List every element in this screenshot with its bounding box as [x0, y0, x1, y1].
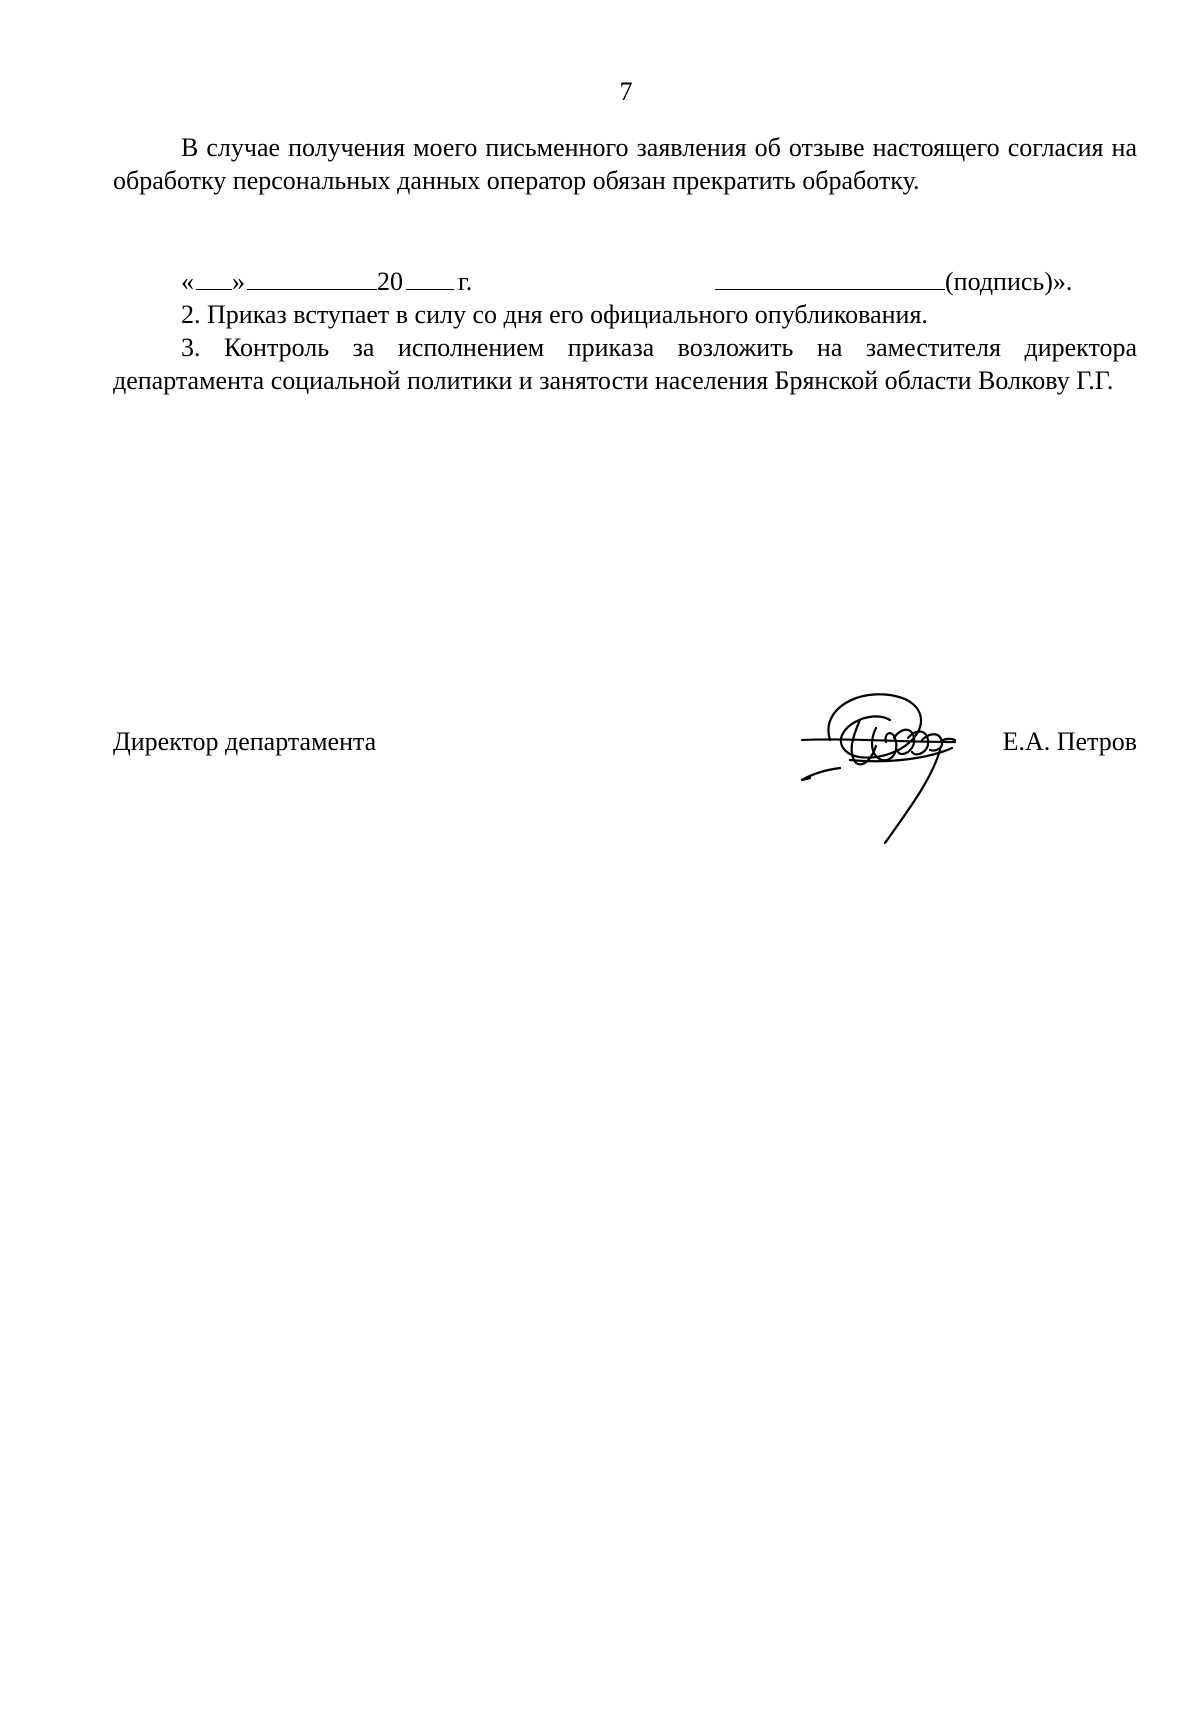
date-open-quote: «: [181, 267, 194, 296]
year-suffix: г.: [458, 267, 473, 296]
year-prefix: 20: [377, 267, 403, 296]
order-item-3: 3. Контроль за исполнением приказа возложить на заместителя директора департамента социальной политики и занятости населения Брянской области Волкову Г.Г.: [113, 333, 1137, 395]
month-blank: [247, 265, 377, 290]
order-items-block: [113, 298, 1137, 397]
signature-label: (подпись)».: [945, 267, 1073, 296]
consent-text-block: [113, 131, 1137, 197]
page-number: 7: [619, 77, 633, 106]
date-close-quote: »: [232, 267, 245, 296]
year-blank: [406, 265, 454, 290]
order-item-2: 2. Приказ вступает в силу со дня его официального опубликования.: [181, 300, 928, 329]
day-blank: [196, 265, 232, 290]
signature-blank: [715, 265, 945, 290]
director-title: Директор департамента: [113, 727, 377, 756]
handwritten-signature: [790, 668, 1010, 868]
date-signature-line: [181, 265, 1141, 299]
director-name: Е.А. Петров: [1002, 727, 1137, 756]
consent-paragraph: В случае получения моего письменного заявления об отзыве настоящего согласия на обработку персональных данных оператор обязан прекратить обработку.: [113, 133, 1137, 195]
